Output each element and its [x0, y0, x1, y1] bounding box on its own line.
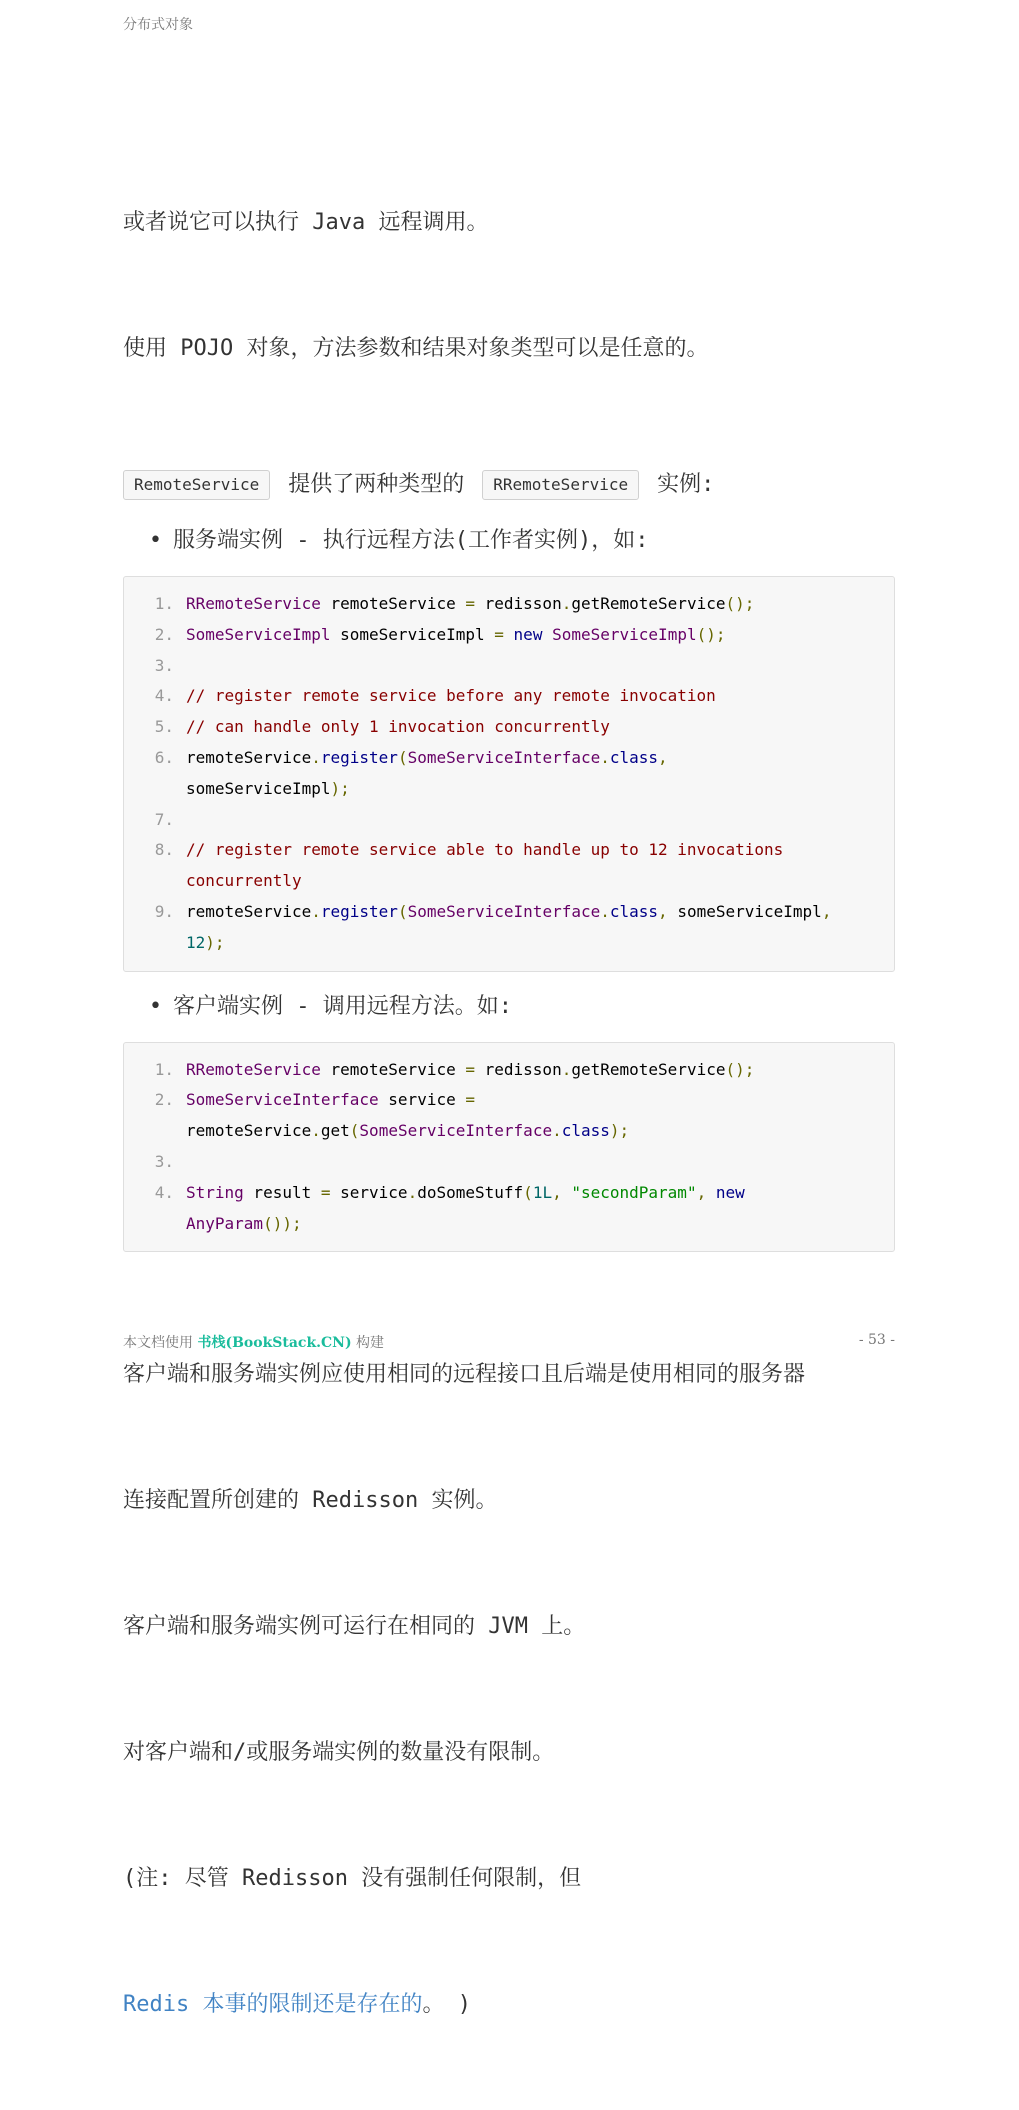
code-token: new	[513, 624, 543, 644]
line-number: 4.	[154, 1182, 174, 1202]
bullet-client	[149, 986, 895, 1028]
code-line	[124, 712, 876, 743]
line-number: 8.	[154, 840, 174, 860]
bullet-client-text: 客户端实例 - 调用远程方法。如:	[173, 993, 512, 1019]
code-token: (	[397, 901, 408, 921]
footer-brand: 书栈(BookStack.CN)	[197, 1335, 352, 1351]
code-line	[124, 835, 876, 897]
code-line	[124, 897, 876, 959]
line-number: 1.	[154, 594, 174, 613]
code-token: .	[561, 1059, 572, 1079]
footer-prefix: 本文档使用	[123, 1335, 198, 1351]
code-token: register	[320, 901, 398, 921]
redis-limits-link[interactable]: Redis 本事的限制还是存在的	[123, 1992, 423, 2018]
line-number: 2.	[154, 1090, 174, 1110]
code-token: .	[407, 1182, 418, 1202]
code-token: SomeServiceInterface	[359, 1121, 553, 1141]
code-token: remoteService	[186, 901, 312, 921]
code-token: .	[552, 1121, 562, 1141]
code-token: remoteService	[186, 747, 312, 767]
line-number: 9.	[154, 901, 174, 921]
code-token: class	[609, 747, 659, 767]
code-token: String	[186, 1182, 244, 1202]
page-number: - 53 -	[858, 1332, 895, 1348]
code-token: 1L	[532, 1182, 553, 1202]
code-token: "secondParam"	[571, 1182, 697, 1202]
server-code-block	[123, 576, 895, 972]
code-comment: // register remote service able to handle up to 12 invocations concurrently	[186, 840, 793, 891]
code-token: ,	[658, 747, 668, 767]
code-token: getRemoteService	[571, 594, 726, 613]
types-line	[123, 464, 895, 506]
bullet-dot-icon: •	[149, 528, 162, 553]
note-tail: 。 )	[422, 1992, 471, 2018]
outro-line-3: 客户端和服务端实例可运行在相同的 JVM 上。	[123, 1614, 586, 1640]
code-token: (	[523, 1182, 533, 1202]
code-token: redisson	[475, 594, 562, 613]
code-token: );	[205, 932, 225, 952]
code-token: .	[561, 594, 572, 613]
outro-line-2: 连接配置所创建的 Redisson 实例。	[123, 1488, 498, 1514]
code-token: =	[465, 594, 475, 613]
code-line	[124, 1055, 876, 1086]
code-token: someServiceImpl	[330, 624, 495, 644]
bullet-list-client	[149, 986, 895, 1028]
code-token: =	[465, 1090, 475, 1110]
code-token: ();	[725, 594, 755, 613]
code-comment: // can handle only 1 invocation concurrently	[186, 717, 610, 737]
bullet-server-text: 服务端实例 - 执行远程方法(工作者实例)，如:	[173, 528, 649, 553]
code-line	[124, 1178, 876, 1240]
types-text-1: 提供了两种类型的	[288, 472, 465, 497]
code-token: RRemoteService	[186, 1059, 321, 1079]
code-token: ();	[696, 624, 726, 644]
code-token: new	[715, 1182, 745, 1202]
code-token: result	[243, 1182, 321, 1202]
code-token: .	[600, 747, 610, 767]
outro-line-5: (注: 尽管 Redisson 没有强制任何限制，但	[123, 1866, 582, 1892]
intro-paragraph	[123, 118, 895, 454]
code-token: SomeServiceInterface	[186, 1090, 379, 1110]
code-token: .	[311, 901, 321, 921]
code-line	[124, 681, 876, 712]
code-token: SomeServiceImpl	[186, 624, 331, 644]
code-token: =	[465, 1059, 475, 1079]
code-token: .	[311, 747, 321, 767]
line-number: 3.	[154, 1151, 174, 1171]
code-token: class	[609, 901, 659, 921]
code-token: .	[600, 901, 610, 921]
code-token: getRemoteService	[571, 1059, 726, 1079]
code-token: );	[609, 1121, 630, 1141]
bullet-list-server	[149, 520, 895, 562]
line-number: 3.	[154, 655, 174, 675]
inline-code-rremoteservice: RRemoteService	[482, 470, 639, 500]
outro-line-4: 对客户端和/或服务端实例的数量没有限制。	[123, 1740, 555, 1766]
outro-line-1: 客户端和服务端实例应使用相同的远程接口且后端是使用相同的服务器	[123, 1362, 806, 1388]
code-line	[124, 805, 876, 836]
code-token: service	[330, 1182, 408, 1202]
line-number: 1.	[154, 1059, 174, 1079]
page-footer	[123, 1332, 895, 1352]
code-line	[124, 1147, 876, 1178]
code-token: service	[378, 1090, 466, 1110]
code-token: someServiceImpl	[667, 901, 822, 921]
code-comment: // register remote service before any remote invocation	[186, 686, 716, 706]
code-line	[124, 620, 876, 651]
code-token: .	[311, 1121, 321, 1141]
client-code-block	[123, 1042, 895, 1253]
code-token: redisson	[475, 1059, 562, 1079]
code-token: (	[349, 1121, 360, 1141]
bullet-server	[149, 520, 895, 562]
code-token: );	[330, 778, 350, 798]
line-number: 6.	[154, 747, 174, 767]
code-token	[504, 625, 514, 644]
code-token: RRemoteService	[186, 594, 321, 613]
code-token: ,	[658, 901, 668, 921]
page-content	[123, 118, 895, 2110]
outro-paragraph	[123, 1270, 895, 2110]
code-token: SomeServiceImpl	[552, 624, 697, 644]
code-token: remoteService	[186, 1121, 312, 1141]
code-token: get	[320, 1121, 350, 1141]
code-token: class	[561, 1121, 610, 1141]
code-token: remoteService	[320, 594, 466, 613]
code-line	[124, 651, 876, 682]
code-token: ,	[552, 1182, 572, 1202]
code-token: someServiceImpl	[186, 778, 331, 798]
line-number: 2.	[154, 624, 174, 644]
code-token	[542, 625, 552, 644]
line-number: 5.	[154, 717, 174, 737]
code-token: ,	[821, 901, 832, 921]
code-token: remoteService	[320, 1059, 466, 1079]
code-token: 12	[186, 932, 206, 952]
code-token: SomeServiceInterface	[407, 901, 601, 921]
inline-code-remoteservice: RemoteService	[123, 470, 270, 500]
types-text-2: 实例:	[657, 472, 715, 497]
code-token: (	[397, 747, 408, 767]
line-number: 7.	[154, 809, 174, 829]
intro-line-2: 使用 POJO 对象，方法参数和结果对象类型可以是任意的。	[123, 336, 709, 361]
bullet-dot-icon: •	[149, 993, 162, 1019]
code-line	[124, 1085, 876, 1147]
code-token: =	[494, 624, 504, 644]
code-token: AnyParam	[186, 1213, 264, 1233]
footer-suffix: 构建	[351, 1335, 385, 1351]
code-token: doSomeStuff	[417, 1182, 524, 1202]
intro-line-1: 或者说它可以执行 Java 远程调用。	[123, 210, 489, 235]
code-line	[124, 743, 876, 805]
code-token: ,	[696, 1182, 716, 1202]
code-token: =	[320, 1182, 331, 1202]
outro-line-6	[123, 1984, 895, 2026]
code-token: ());	[263, 1213, 302, 1233]
line-number: 4.	[154, 686, 174, 706]
running-header: 分布式对象	[123, 17, 193, 33]
code-line	[124, 589, 876, 620]
code-token: SomeServiceInterface	[407, 747, 601, 767]
code-token: register	[320, 747, 398, 767]
code-token: ();	[725, 1059, 755, 1079]
